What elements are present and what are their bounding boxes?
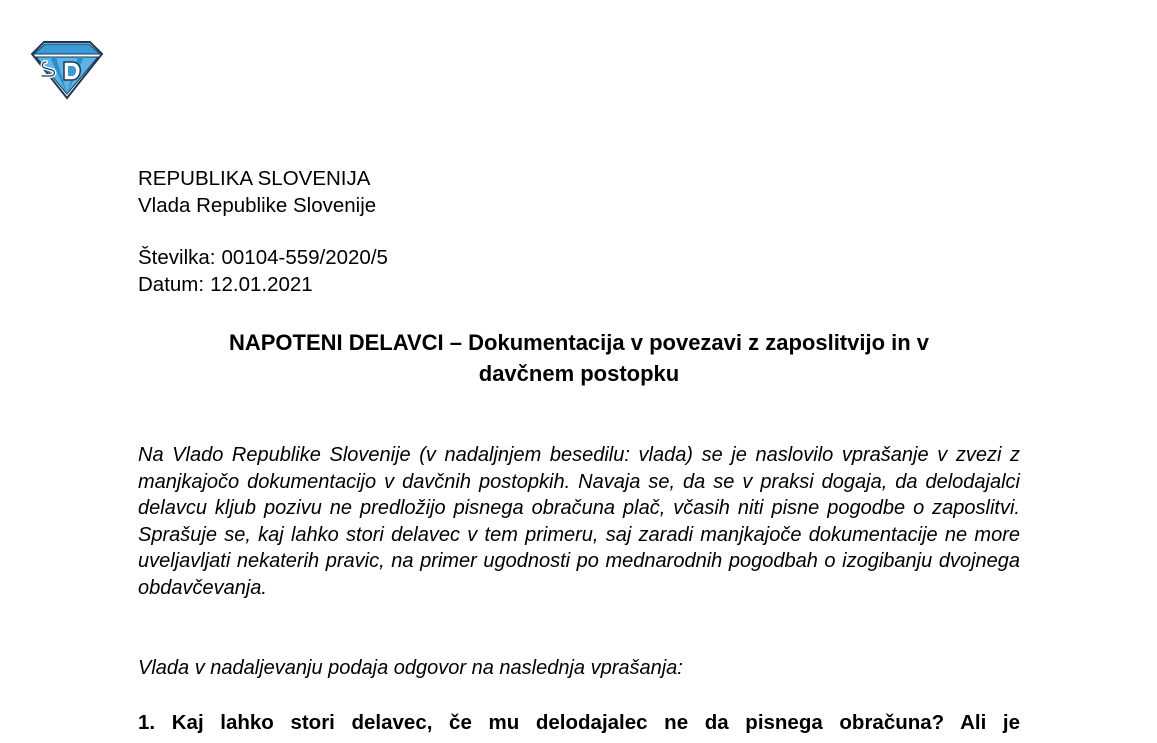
answer-intro-paragraph: Vlada v nadaljevanju podaja odgovor na naslednja vprašanja:	[138, 657, 683, 679]
document-date-label: Datum:	[138, 273, 205, 296]
document-title	[138, 327, 1020, 389]
document-title-line2: davčnem postopku	[478, 361, 680, 386]
sd-diamond-logo-icon	[30, 40, 104, 100]
issuer-republic: REPUBLIKA SLOVENIJA	[138, 167, 371, 190]
question-1: 1. Kaj lahko stori delavec, če mu delodajalec ne da pisnega obračuna? Ali je	[138, 711, 1020, 734]
document-date-value: 12.01.2021	[210, 273, 313, 296]
issuer-government: Vlada Republike Slovenije	[138, 194, 377, 217]
document-number-line	[138, 244, 388, 271]
document-date-line	[138, 271, 388, 298]
document-title-line1: NAPOTENI DELAVCI – Dokumentacija v povezavi z zaposlitvijo in v	[228, 330, 930, 355]
intro-paragraph: Na Vlado Republike Slovenije (v nadaljnjem besedilu: vlada) se je naslovilo vprašanje v zvezi z manjkajočo dokumentacijo v davčnih postopkih. Navaja se, da se v praksi dogaja, da delodajalci delavcu kljub pozivu ne predložijo pisnega obračuna plač, včasih niti pisne pogodbe o zaposlitvi. Sprašuje se, kaj lahko stori delavec v tem primeru, saj zaradi manjkajoče dokumentacije ne more uveljavljati nekaterih pravic, na primer ugodnosti po mednarodnih pogodbah o izogibanju dvojnega obdavčevanja.	[138, 444, 1020, 599]
document-meta	[138, 244, 388, 298]
document-number-value: 00104-559/2020/5	[221, 246, 388, 269]
issuer-header	[138, 165, 376, 219]
document-number-label: Številka:	[138, 246, 216, 269]
